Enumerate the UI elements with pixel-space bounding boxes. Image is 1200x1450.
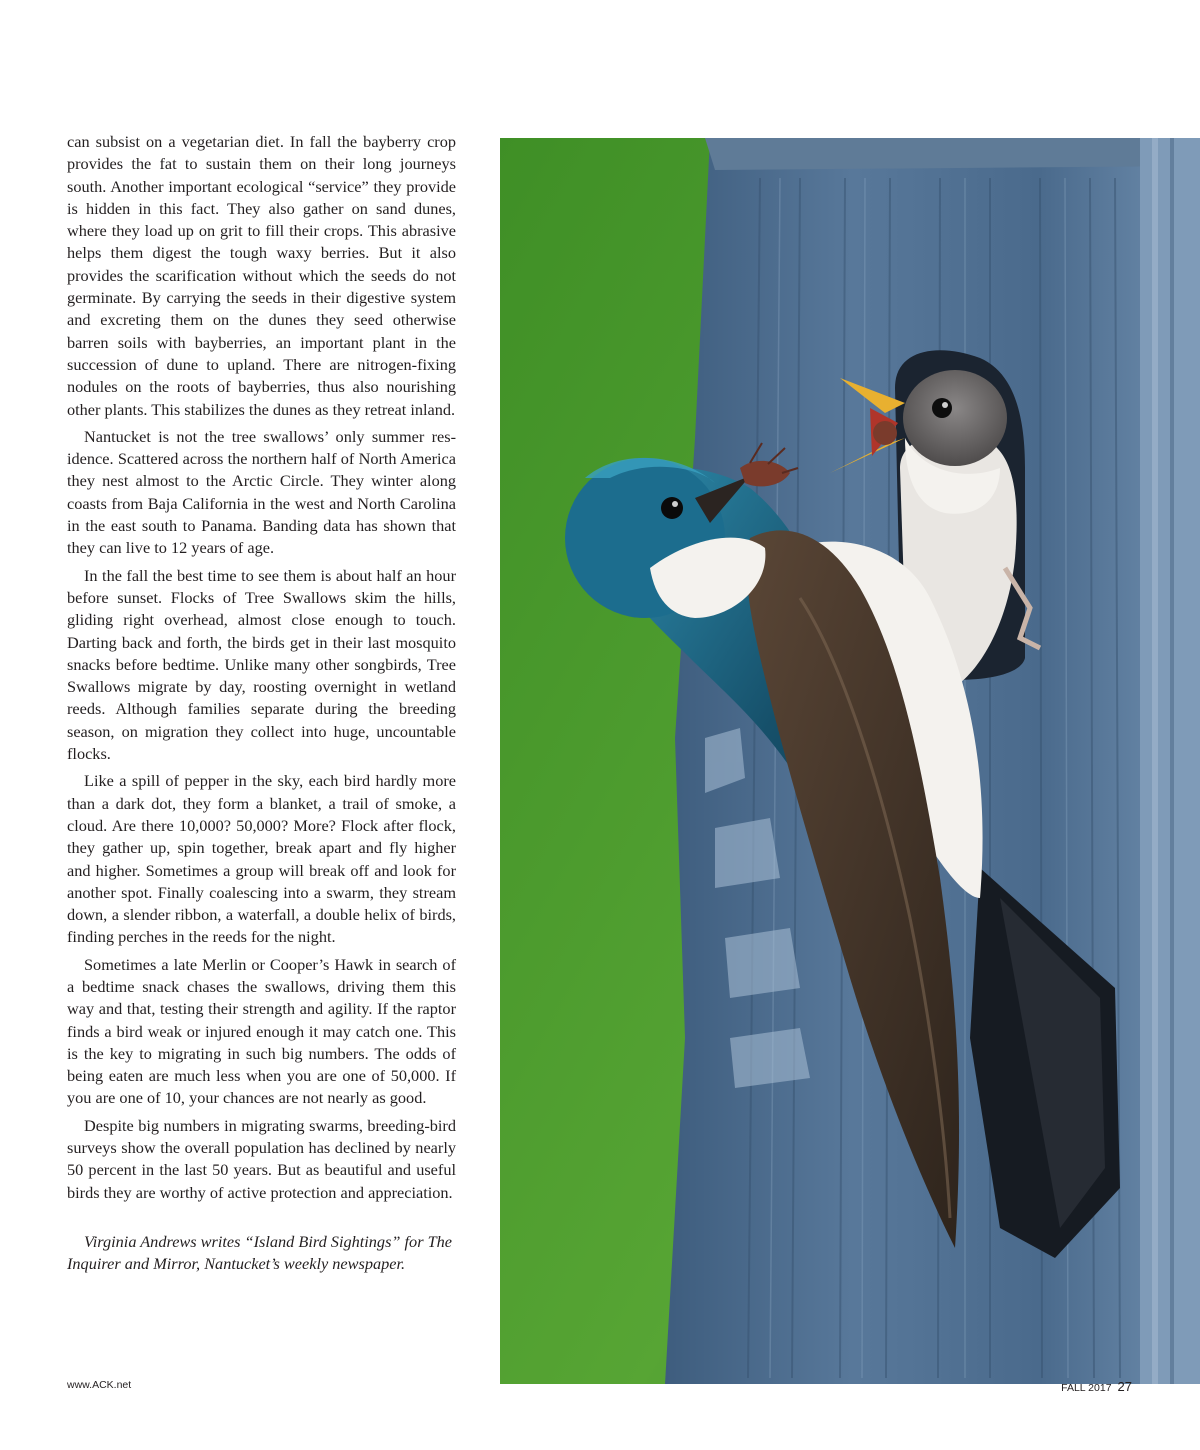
tree-swallow-photo	[500, 138, 1200, 1384]
footer-issue-page	[1061, 1379, 1132, 1394]
article-text-column	[67, 131, 456, 1276]
article-paragraph-2: Nantucket is not the tree swallows’ only summer residence. Scattered across the northern half of North America they nest almost to the Arctic Circle. They winter along coasts from Baja California in the west and North Carolina in the east south to Panama. Banding data has shown that they can live to 12 years of age.	[67, 426, 456, 558]
article-paragraph-6: Despite big numbers in migrating swarms, breeding-bird surveys show the overall population has declined by nearly 50 percent in the last 50 years. But as beautiful and useful birds they are worthy of active protection and appreciation.	[67, 1115, 456, 1202]
tree-swallow-illustration	[500, 138, 1200, 1384]
article-paragraph-1: can subsist on a vegetarian diet. In fall the bayberry crop provides the fat to sustain them on their long journeys south. Another important ecological “service” they provide is hidden in this fact. They also gather on sand dunes, where they load up on grit to fill their crops. This abrasive helps them digest the tough waxy berries. But it also provides the scarification without which the seeds do not germinate. By carrying the seeds in their digestive system and excreting them on the dunes they seed otherwise barren soils with bayberries, an important plant in the succession of dune to upland. There are nitrogen-fixing nodules on the roots of bayberries, thus also nourishing other plants. This stabilizes the dunes as they retreat inland.	[67, 132, 456, 419]
article-paragraph-3: In the fall the best time to see them is about half an hour before sunset. Flocks of Tree Swallows skim the hills, gliding right overhead, almost close enough to touch. Darting back and forth, the birds get in their last mosquito snacks before bedtime. Unlike many other songbirds, Tree Swallows migrate by day, roosting overnight in wetland reeds. Although families separate during the breeding season, on migration they collect into huge, uncountable flocks.	[67, 565, 456, 764]
footer-issue: FALL 2017	[1061, 1382, 1112, 1394]
page-number: 27	[1117, 1379, 1132, 1394]
footer-website: www.ACK.net	[67, 1379, 132, 1391]
article-paragraph-4: Like a spill of pepper in the sky, each bird hardly more than a dark dot, they form a blanket, a trail of smoke, a cloud. Are there 10,000? 50,000? More? Flock after flock, they gather up, spin together, break apart and fly higher and higher. Sometimes a group will break off and look for another spot. Finally coalescing into a swarm, they stream down, a slender ribbon, a waterfall, a double helix of birds, finding perches in the reeds for the night.	[67, 771, 456, 947]
author-byline: Virginia Andrews writes “Island Bird Sightings” for The Inquirer and Mirror, Nantucket’s weekly newspaper.	[67, 1231, 453, 1274]
article-paragraph-5: Sometimes a late Merlin or Cooper’s Hawk in search of a bedtime snack chases the swallows, driving them this way and that, testing their strength and agility. If the raptor finds a bird weak or injured enough it may catch one. This is the key to migrating in such big numbers. The odds of being eaten are much less when you are one of 50,000. If you are one of 10, your chances are not nearly as good.	[67, 954, 456, 1108]
